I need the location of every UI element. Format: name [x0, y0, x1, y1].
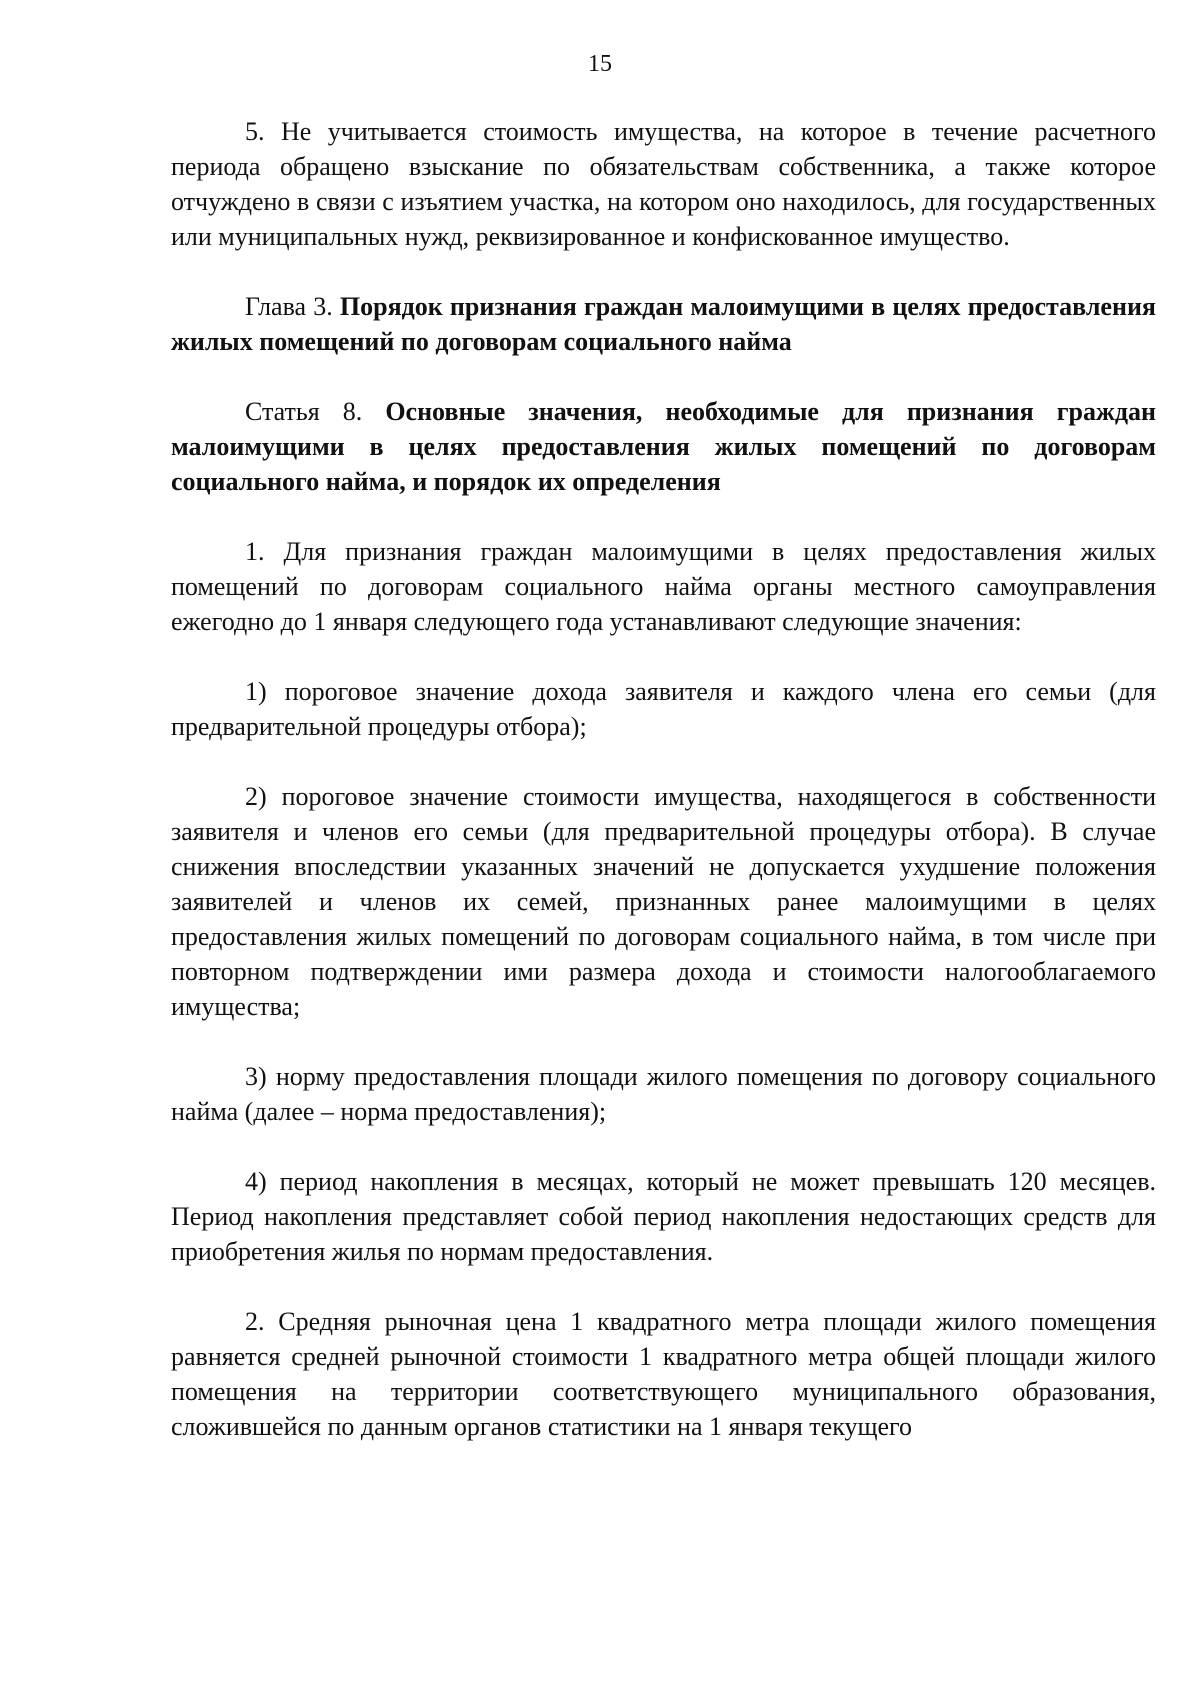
page-number: 15	[588, 51, 612, 77]
spacer	[171, 744, 1156, 779]
spacer	[171, 254, 1156, 289]
chapter-prefix: Глава 3.	[245, 292, 340, 321]
article-heading	[171, 394, 1156, 499]
paragraph-2: 2. Средняя рыночная цена 1 квадратного метра площади жилого помещения равняется средней рыночной стоимости 1 квадратного метра общей площади жилого помещения на территории соответствующего муниципального образования, сложившейся по данным органов статистики на 1 января текущего	[171, 1307, 1156, 1441]
paragraph-1-3: 3) норму предоставления площади жилого помещения по договору социального найма (далее – норма предоставления);	[171, 1062, 1156, 1126]
spacer	[171, 1269, 1156, 1304]
spacer	[171, 639, 1156, 674]
spacer	[171, 359, 1156, 394]
paragraph-1-2: 2) пороговое значение стоимости имущества, находящегося в собственности заявителя и членов его семьи (для предварительной процедуры отбора). В случае снижения впоследствии указанных значений не допускается ухудшение положения заявителей и членов их семей, признанных ранее малоимущими в целях предоставления жилых помещений по договорам социального найма, в том числе при повторном подтверждении ими размера дохода и стоимости налогооблагаемого имущества;	[171, 782, 1156, 1021]
article-prefix: Статья 8.	[245, 397, 386, 426]
paragraph-1-1: 1) пороговое значение дохода заявителя и каждого члена его семьи (для предварительной процедуры отбора);	[171, 677, 1156, 741]
paragraph-1: 1. Для признания граждан малоимущими в целях предоставления жилых помещений по договорам социального найма органы местного самоуправления ежегодно до 1 января следующего года устанавливают следующие значения:	[171, 537, 1156, 636]
spacer	[171, 499, 1156, 534]
paragraph-1-4: 4) период накопления в месяцах, который не может превышать 120 месяцев. Период накопления представляет собой период накопления недостающих средств для приобретения жилья по нормам предоставления.	[171, 1167, 1156, 1266]
spacer	[171, 1129, 1156, 1164]
document-body	[171, 114, 1156, 1444]
spacer	[171, 1024, 1156, 1059]
chapter-heading	[171, 289, 1156, 359]
paragraph-item-5: 5. Не учитывается стоимость имущества, на которое в течение расчетного периода обращено взыскание по обязательствам собственника, а также которое отчуждено в связи с изъятием участка, на котором оно находилось, для государственных или муниципальных нужд, реквизированное и конфискованное имущество.	[171, 117, 1156, 251]
article-title: Основные значения, необходимые для признания граждан малоимущими в целях предоставления жилых помещений по договорам социального найма, и порядок их определения	[171, 397, 1156, 496]
chapter-title: Порядок признания граждан малоимущими в целях предоставления жилых помещений по договорам социального найма	[171, 292, 1156, 356]
